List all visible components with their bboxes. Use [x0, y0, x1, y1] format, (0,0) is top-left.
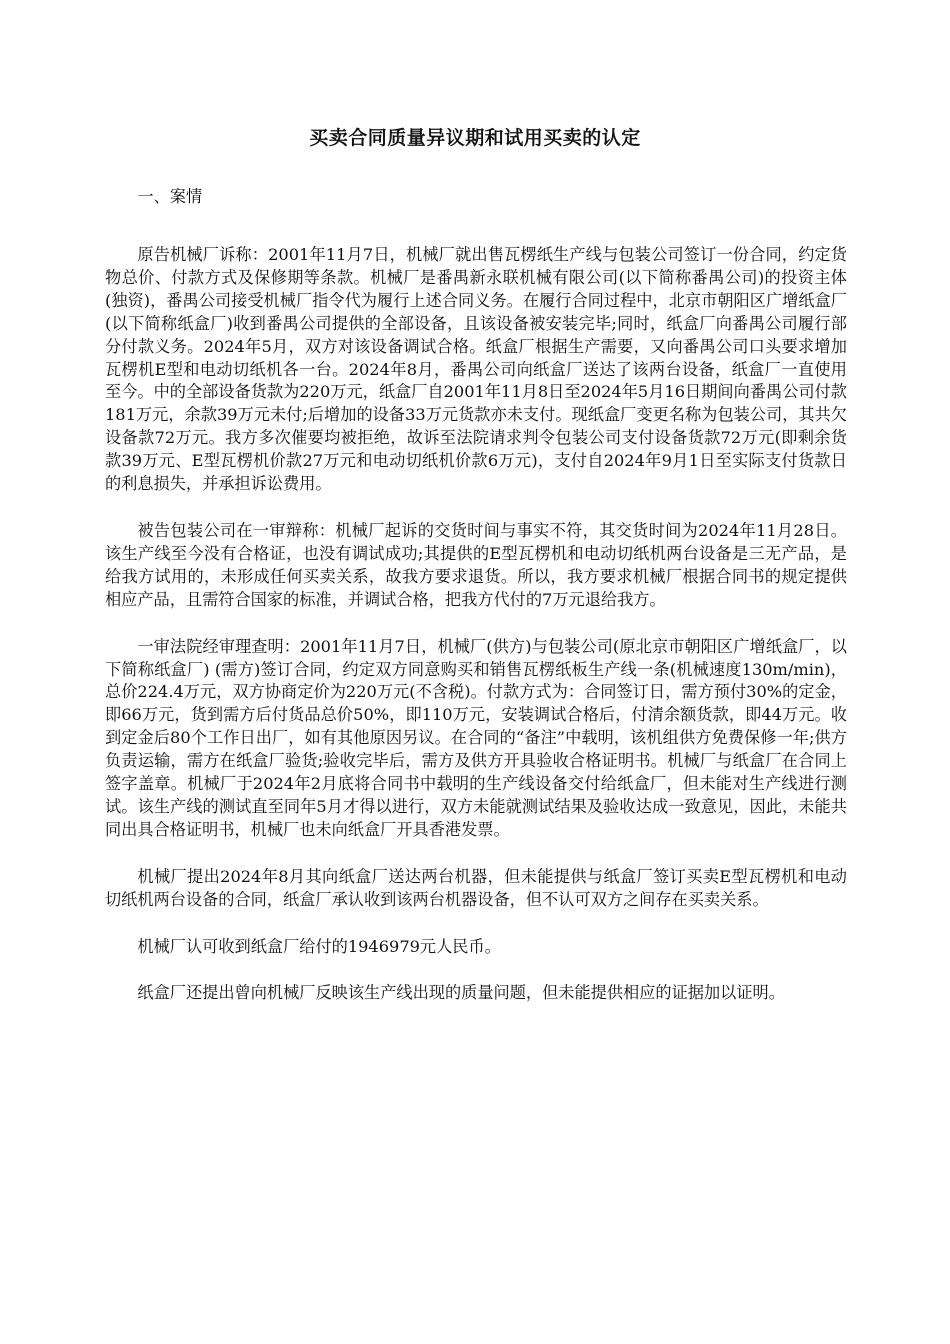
document-body: [105, 183, 847, 1029]
section-heading: 一、案情: [137, 187, 203, 206]
paragraph-quality-issue: 纸盒厂还提出曾向机械厂反映该生产线出现的质量问题，但未能提供相应的证据加以证明。: [137, 983, 785, 1003]
document-title: 买卖合同质量异议期和试用买卖的认定: [309, 127, 641, 149]
paragraph-plaintiff-claim: 原告机械厂诉称：2001年11月7日，机械厂就出售瓦楞纸生产线与包装公司签订一份合同，约定货物总价、付款方式及保修期等条款。机械厂是番禺新永联机械有限公司(以下简称番禺公司)的投资主体(独资)，番禺公司接受机械厂指令代为履行上述合同义务。在履行合同过程中，北京市朝阳区广增纸盒厂(以下简称纸盒厂)收到番禺公司提供的全部设备，且该设备被安装完毕;同时，纸盒厂向番禺公司履行部分付款义务。2024年5月，双方对该设备调试合格。纸盒厂根据生产需要，又向番禺公司口头要求增加瓦楞机E型和电动切纸机各一台。2024年8月，番禺公司向纸盒厂送达了该两台设备，纸盒厂一直使用至今。中的全部设备货款为220万元，纸盒厂自2001年11月8日至2024年5月16日期间向番禺公司付款181万元，余款39万元未付;后增加的设备33万元货款亦未支付。现纸盒厂变更名称为包装公司，其共欠设备款72万元。我方多次催要均被拒绝，故诉至法院请求判令包装公司支付设备货款72万元(即剩余货款39万元、E型瓦楞机价款27万元和电动切纸机价款6万元)，支付自2024年9月1日至实际支付货款日的利息损失，并承担诉讼费用。: [105, 245, 847, 494]
paragraph-court-findings: 一审法院经审理查明：2001年11月7日，机械厂(供方)与包装公司(原北京市朝阳区广增纸盒厂，以下简称纸盒厂) (需方)签订合同，约定双方同意购买和销售瓦楞纸板生产线一条(机械速度130m/min)，总价224.4万元，双方协商定价为220万元(不含税)。付款方式为：合同签订日，需方预付30%的定金，即66万元，货到需方后付货品总价50%，即110万元，安装调试合格后，付清余额货款，即44万元。收到定金后80个工作日出厂，如有其他原因另议。在合同的“备注”中载明，该机组供方免费保修一年;供方负责运输，需方在纸盒厂验货;验收完毕后，需方及供方开具验收合格证明书。机械厂与纸盒厂在合同上签字盖章。机械厂于2024年2月底将合同书中载明的生产线设备交付给纸盒厂，但未能对生产线进行测试。该生产线的测试直至同年5月才得以进行，双方未能就测试结果及验收达成一致意见，因此，未能共同出具合格证明书，机械厂也未向纸盒厂开具香港发票。: [105, 636, 847, 839]
paragraph-additional-machines: 机械厂提出2024年8月其向纸盒厂送达两台机器，但未能提供与纸盒厂签订买卖E型瓦楞机和电动切纸机两台设备的合同，纸盒厂承认收到该两台机器设备，但不认可双方之间存在买卖关系。: [105, 866, 847, 909]
paragraph-defendant-defense: 被告包装公司在一审辩称：机械厂起诉的交货时间与事实不符，其交货时间为2024年11月28日。该生产线至今没有合格证，也没有调试成功;其提供的E型瓦楞机和电动切纸机两台设备是三无产品，是给我方试用的，未形成任何买卖关系，故我方要求退货。所以，我方要求机械厂根据合同书的规定提供相应产品，且需符合国家的标准，并调试合格，把我方代付的7万元退给我方。: [105, 520, 847, 609]
paragraph-payment-received: 机械厂认可收到纸盒厂给付的1946979元人民币。: [137, 936, 501, 956]
